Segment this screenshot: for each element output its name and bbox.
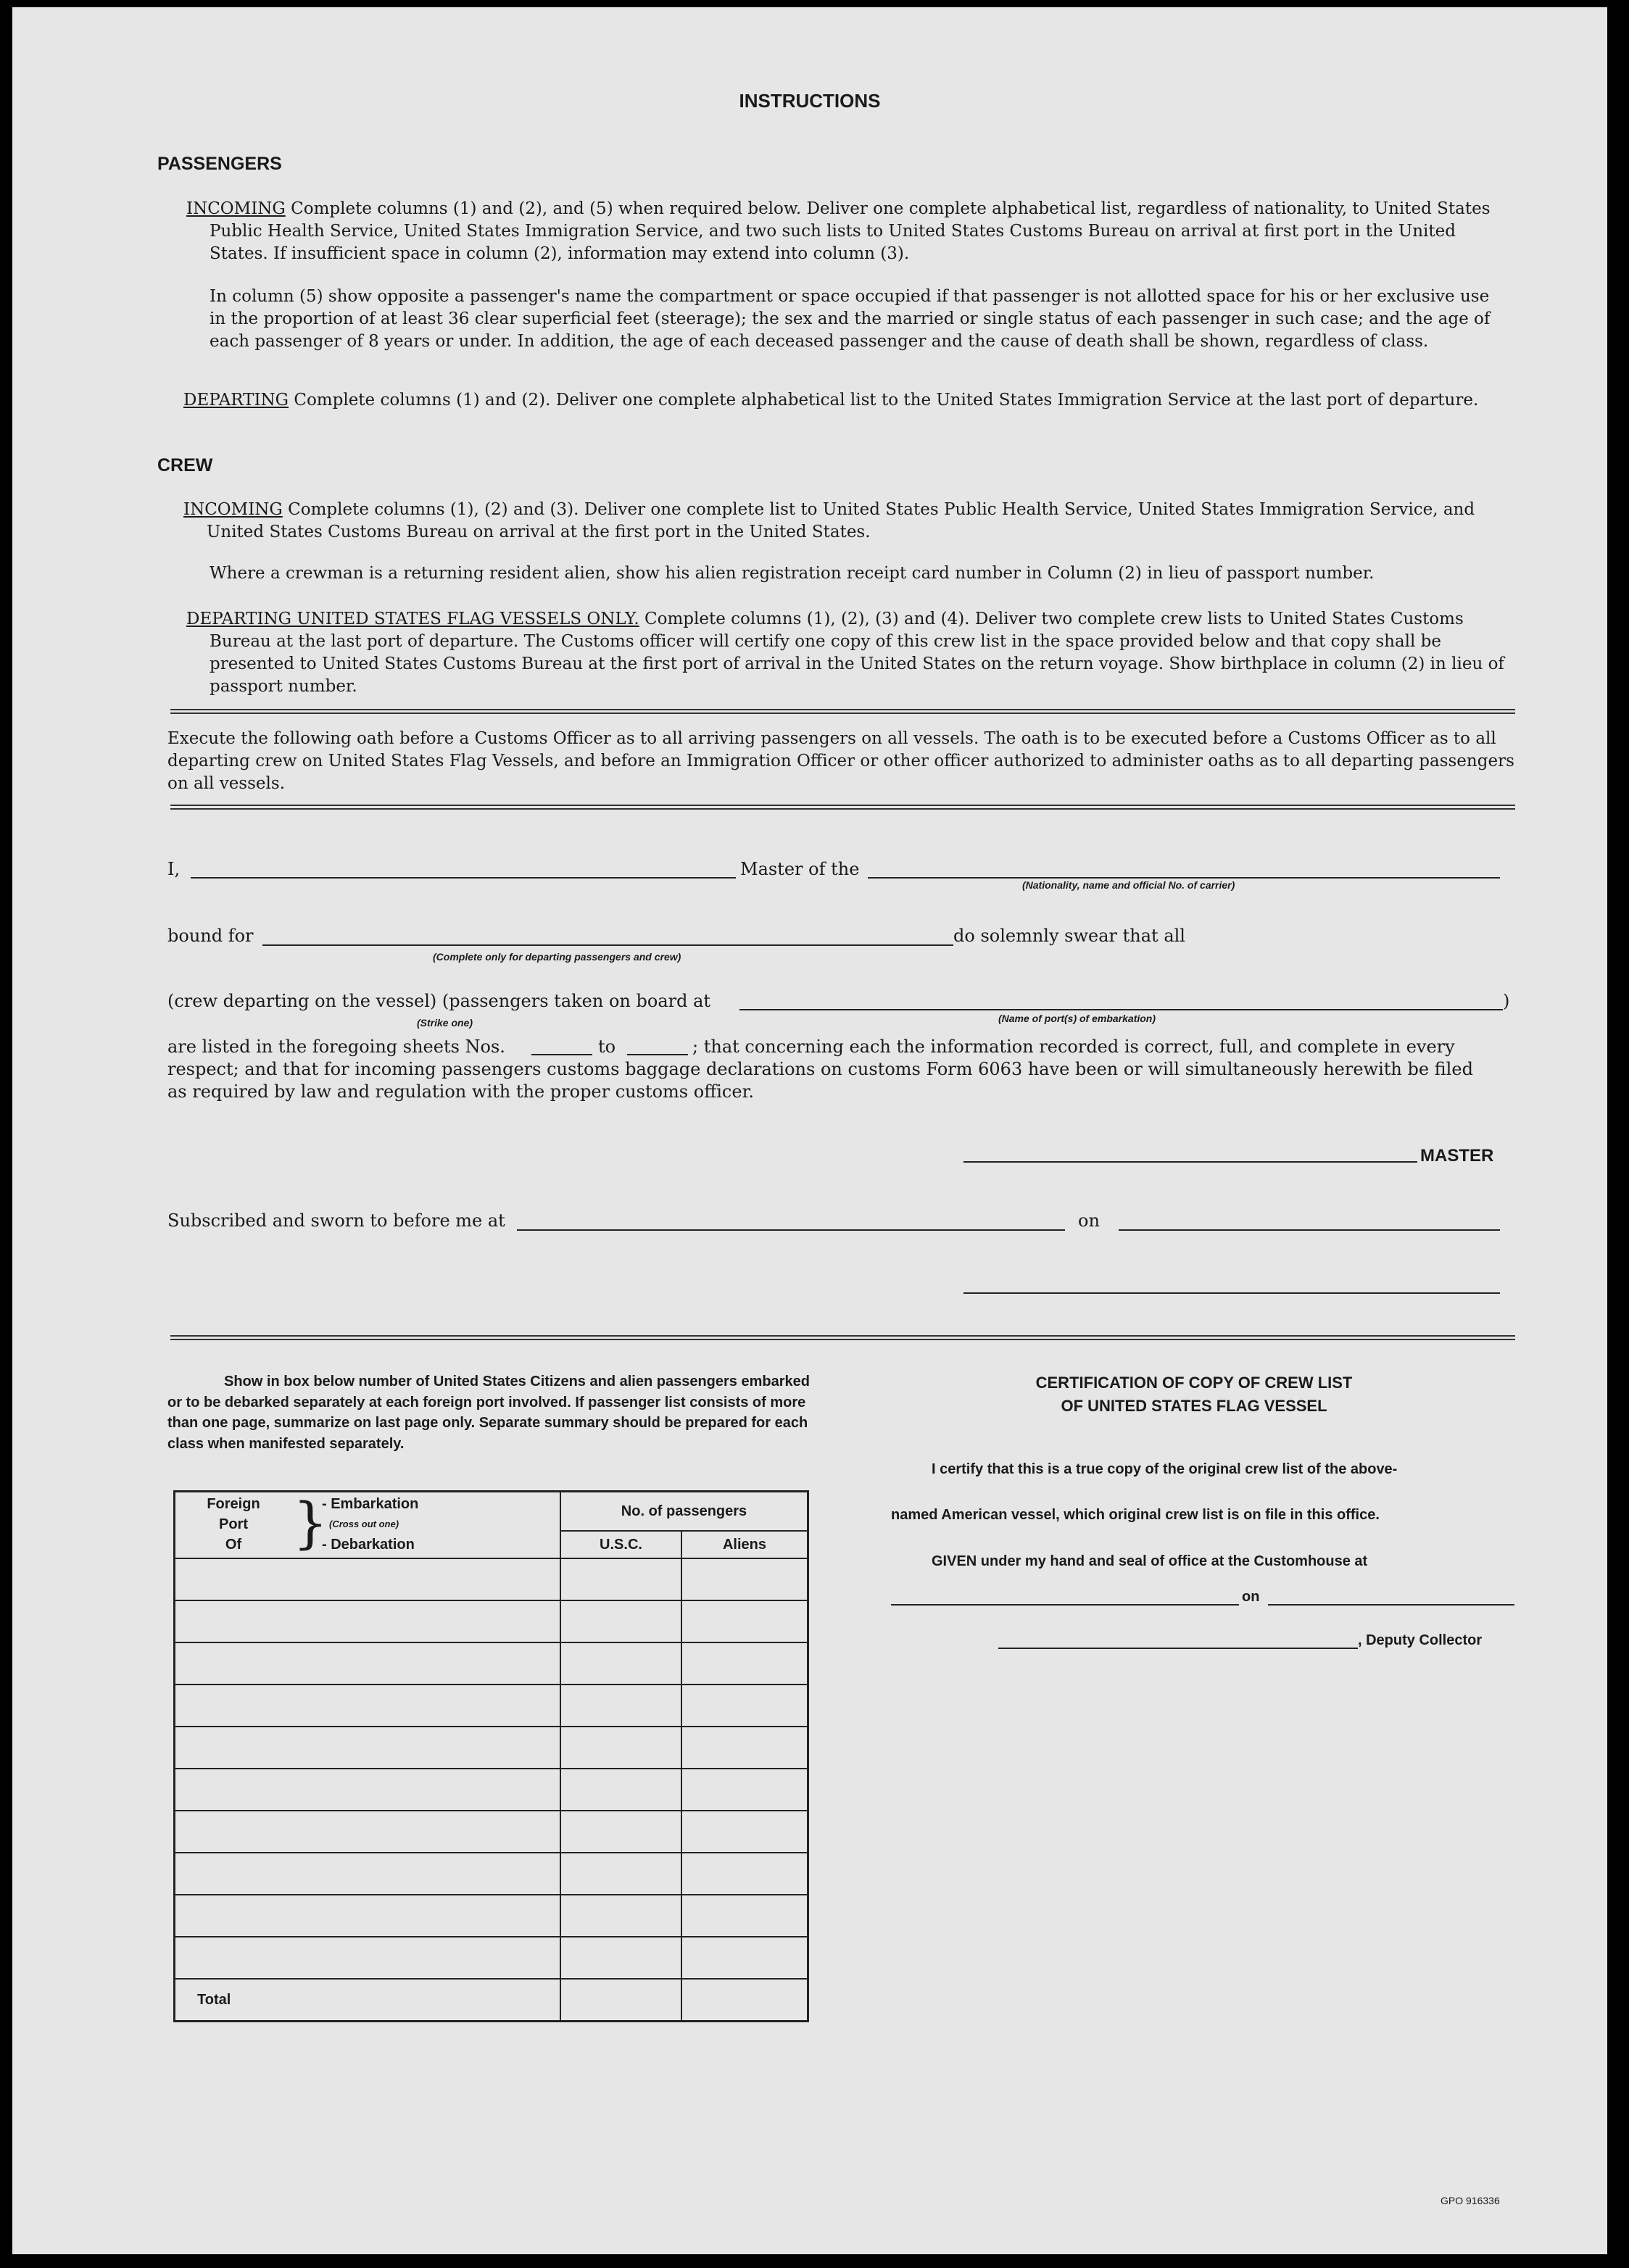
crew-incoming-label: INCOMING bbox=[183, 500, 283, 519]
subscribed-label: Subscribed and sworn to before me at bbox=[167, 1210, 505, 1231]
master-label: MASTER bbox=[1420, 1146, 1494, 1166]
table-row bbox=[175, 1642, 808, 1685]
port-cell[interactable] bbox=[175, 1600, 561, 1642]
crew-incoming-text: Complete columns (1), (2) and (3). Deliver one complete list to United States Public Health Service, United States Immigration Service, and United States Customs Bureau on arrival at the first port in the United States. bbox=[207, 500, 1475, 541]
listed-continued: ; that concerning each the information recorded is correct, full, and complete in every bbox=[692, 1037, 1455, 1057]
port-label: Port bbox=[219, 1516, 248, 1532]
passengers-departing-label: DEPARTING bbox=[183, 391, 289, 410]
bound-for-caption: (Complete only for departing passengers and crew) bbox=[433, 951, 681, 963]
brace-icon: } bbox=[293, 1490, 328, 1555]
section-divider bbox=[170, 805, 1515, 810]
certification-title bbox=[868, 1371, 1520, 1418]
aliens-total-cell[interactable] bbox=[681, 1979, 808, 2022]
certification-date-field[interactable] bbox=[1268, 1604, 1514, 1606]
aliens-cell[interactable] bbox=[681, 1642, 808, 1685]
bound-for-label: bound for bbox=[167, 926, 254, 946]
debarkation-label: - Debarkation bbox=[322, 1537, 415, 1553]
usc-cell[interactable] bbox=[560, 1853, 681, 1895]
aliens-cell[interactable] bbox=[681, 1685, 808, 1727]
crew-departing-paragraph bbox=[186, 608, 1514, 698]
certification-text-1: I certify that this is a true copy of the original crew list of the above- bbox=[932, 1461, 1398, 1477]
form-page bbox=[12, 7, 1607, 2254]
certification-title-line-1: CERTIFICATION OF COPY OF CREW LIST bbox=[1035, 1374, 1353, 1392]
table-row bbox=[175, 1853, 808, 1895]
no-of-passengers-header: No. of passengers bbox=[560, 1492, 808, 1532]
aliens-header: Aliens bbox=[681, 1531, 808, 1558]
sworn-place-field[interactable] bbox=[517, 1229, 1065, 1231]
master-signature-field[interactable] bbox=[963, 1161, 1417, 1163]
port-cell[interactable] bbox=[175, 1811, 561, 1853]
port-cell[interactable] bbox=[175, 1895, 561, 1937]
page-title: INSTRUCTIONS bbox=[739, 90, 881, 112]
of-label: Of bbox=[225, 1537, 242, 1553]
passengers-departing-text: Complete columns (1) and (2). Deliver one complete alphabetical list to the United States Immigration Service at the last port of departure. bbox=[294, 391, 1479, 410]
officer-signature-field[interactable] bbox=[963, 1292, 1500, 1294]
crew-alien-paragraph: Where a crewman is a returning resident alien, show his alien registration receipt card number in Column (2) in lieu of passport number. bbox=[210, 564, 1375, 583]
passengers-incoming-text: Complete columns (1) and (2), and (5) when required below. Deliver one complete alphabetical list, regardless of nationality, to United States Public Health Service, United States Immigration Service, and two such lists to United States Customs Bureau on arrival at first port in the United States. If insufficient space in column (2), information may extend into column (3). bbox=[210, 199, 1491, 263]
sworn-on-label: on bbox=[1078, 1210, 1100, 1231]
strike-caption: (Strike one) bbox=[417, 1017, 473, 1029]
passengers-incoming-paragraph bbox=[186, 198, 1514, 265]
table-row bbox=[175, 1600, 808, 1642]
oath-instruction: Execute the following oath before a Customs Officer as to all arriving passengers on all vessels. The oath is to be executed before a Customs Officer as to all departing crew on United States Flag Vessels, and before an Immigration Officer or other officer authorized to administer oaths as to all departing passengers on all vessels. bbox=[167, 729, 1514, 793]
table-row bbox=[175, 1685, 808, 1727]
passengers-incoming-label: INCOMING bbox=[186, 199, 286, 218]
deputy-collector-label: , Deputy Collector bbox=[1358, 1632, 1483, 1648]
aliens-cell[interactable] bbox=[681, 1558, 808, 1600]
usc-cell[interactable] bbox=[560, 1811, 681, 1853]
sworn-date-field[interactable] bbox=[1119, 1229, 1500, 1231]
sheet-from-field[interactable] bbox=[531, 1054, 592, 1055]
certification-given: GIVEN under my hand and seal of office at the Customhouse at bbox=[932, 1553, 1368, 1569]
table-row bbox=[175, 1727, 808, 1769]
usc-cell[interactable] bbox=[560, 1895, 681, 1937]
deputy-signature-field[interactable] bbox=[998, 1648, 1358, 1649]
foreign-label: Foreign bbox=[207, 1496, 260, 1512]
table-row bbox=[175, 1769, 808, 1811]
usc-cell[interactable] bbox=[560, 1769, 681, 1811]
aliens-cell[interactable] bbox=[681, 1853, 808, 1895]
port-cell[interactable] bbox=[175, 1853, 561, 1895]
table-row bbox=[175, 1937, 808, 1979]
usc-header: U.S.C. bbox=[560, 1531, 681, 1558]
swear-label: do solemnly swear that all bbox=[953, 926, 1185, 946]
port-cell[interactable] bbox=[175, 1685, 561, 1727]
usc-cell[interactable] bbox=[560, 1727, 681, 1769]
crew-passengers-label: (crew departing on the vessel) (passengers taken on board at bbox=[167, 991, 711, 1011]
crew-departing-label: DEPARTING UNITED STATES FLAG VESSELS ONLY. bbox=[186, 610, 639, 628]
aliens-cell[interactable] bbox=[681, 1769, 808, 1811]
cross-out-label: (Cross out one) bbox=[329, 1519, 399, 1529]
port-cell[interactable] bbox=[175, 1769, 561, 1811]
table-header-row bbox=[175, 1492, 808, 1532]
passengers-heading: PASSENGERS bbox=[157, 154, 282, 174]
master-name-field[interactable] bbox=[191, 877, 736, 878]
listed-to-label: to bbox=[598, 1037, 616, 1057]
usc-cell[interactable] bbox=[560, 1937, 681, 1979]
port-cell[interactable] bbox=[175, 1727, 561, 1769]
oath-i-label: I, bbox=[167, 859, 181, 879]
embarkation-label: - Embarkation bbox=[322, 1496, 419, 1512]
aliens-cell[interactable] bbox=[681, 1600, 808, 1642]
crew-departing-text: Complete columns (1), (2), (3) and (4). Deliver two complete crew lists to United States Customs Bureau at the last port of departure. The Customs officer will certify one copy of this crew list in the space provided below and that copy shall be presented to United States Customs Bureau at the first port of arrival in the United States on the return voyage. Show birthplace in column (2) in lieu of passport number. bbox=[210, 610, 1504, 696]
table-row bbox=[175, 1558, 808, 1600]
section-divider bbox=[170, 709, 1515, 714]
foreign-port-header bbox=[175, 1492, 561, 1559]
listed-label: are listed in the foregoing sheets Nos. bbox=[167, 1037, 505, 1057]
crew-heading: CREW bbox=[157, 455, 213, 475]
close-paren: ) bbox=[1503, 991, 1510, 1011]
nationality-caption: (Nationality, name and official No. of carrier) bbox=[1022, 879, 1235, 891]
passenger-summary-table bbox=[173, 1490, 809, 2022]
aliens-cell[interactable] bbox=[681, 1895, 808, 1937]
table-total-row bbox=[175, 1979, 808, 2022]
table-row bbox=[175, 1895, 808, 1937]
summary-instructions: Show in box below number of United States Citizens and alien passengers embarked or to be debarked separately at each foreign port involved. If passenger list consists of more than one page, summarize on last page only. Separate summary should be prepared for each class when manifested separately. bbox=[167, 1374, 810, 1452]
gpo-number: GPO 916336 bbox=[1441, 2195, 1500, 2206]
port-cell[interactable] bbox=[175, 1558, 561, 1600]
port-cell[interactable] bbox=[175, 1642, 561, 1685]
table-row bbox=[175, 1811, 808, 1853]
aliens-cell[interactable] bbox=[681, 1937, 808, 1979]
passengers-column5-paragraph: In column (5) show opposite a passenger's name the compartment or space occupied if that passenger is not allotted space for his or her exclusive use in the proportion of at least 36 clear superficial feet (steerage); the sex and the married or single status of each passenger in such case; and the age of each passenger of 8 years or under. In addition, the age of each deceased passenger and the cause of death shall be shown, regardless of class. bbox=[210, 287, 1491, 351]
certification-on-label: on bbox=[1242, 1589, 1260, 1605]
usc-cell[interactable] bbox=[560, 1642, 681, 1685]
port-cell[interactable] bbox=[175, 1937, 561, 1979]
certification-text-2: named American vessel, which original crew list is on file in this office. bbox=[891, 1507, 1380, 1523]
section-divider bbox=[170, 1335, 1515, 1340]
aliens-cell[interactable] bbox=[681, 1811, 808, 1853]
usc-total-cell[interactable] bbox=[560, 1979, 681, 2022]
sheet-to-field[interactable] bbox=[627, 1054, 688, 1055]
port-caption: (Name of port(s) of embarkation) bbox=[998, 1013, 1156, 1024]
carrier-field[interactable] bbox=[868, 877, 1500, 878]
usc-cell[interactable] bbox=[560, 1600, 681, 1642]
usc-cell[interactable] bbox=[560, 1558, 681, 1600]
total-label: Total bbox=[175, 1979, 561, 2022]
usc-cell[interactable] bbox=[560, 1685, 681, 1727]
aliens-cell[interactable] bbox=[681, 1727, 808, 1769]
passengers-departing-paragraph bbox=[183, 389, 1514, 412]
port-of-embarkation-field[interactable] bbox=[739, 1009, 1503, 1010]
certification-title-line-2: OF UNITED STATES FLAG VESSEL bbox=[1061, 1397, 1327, 1415]
crew-incoming-paragraph bbox=[183, 499, 1514, 544]
customhouse-field[interactable] bbox=[891, 1604, 1239, 1606]
bound-for-field[interactable] bbox=[262, 944, 953, 946]
listed-rest: respect; and that for incoming passengers customs baggage declarations on customs Form 6063 have been or will simultaneously herewith be filed as required by law and regulation with the proper customs officer. bbox=[167, 1059, 1473, 1102]
master-of-the-label: Master of the bbox=[740, 859, 860, 879]
